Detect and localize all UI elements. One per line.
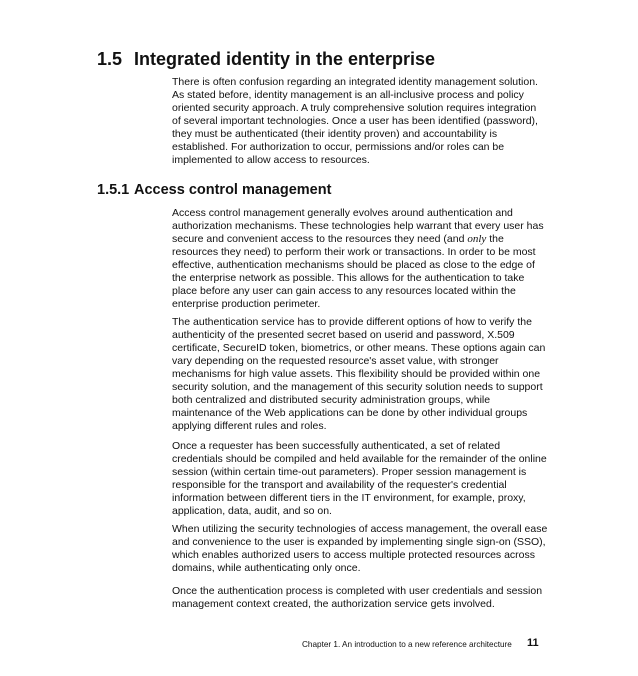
section-heading [97,48,577,70]
paragraph-line: authenticity of the presented secret based on userid and password, X.509 [172,329,515,341]
paragraph-line [172,233,572,246]
section-title: Integrated identity in the enterprise [134,49,436,69]
paragraph-line: which enables authorized users to access multiple protected resources across [172,549,536,561]
paragraph-line: resources they need) to perform their work or transactions. In order to be most [172,246,536,258]
subsection-heading [97,180,577,200]
paragraph-line: application, data, audit, and so on. [172,505,332,517]
footer-chapter-title: Chapter 1. An introduction to a new reference architecture [302,640,512,649]
paragraph-line: they must be authenticated (their identity proven) and accountability is [172,128,498,140]
paragraph-line: enterprise production perimeter. [172,298,321,310]
paragraph-line: certificate, SecureID token, biometrics, or other means. These options again can [172,342,546,354]
access-control-paragraph-1 [172,207,572,311]
paragraph-line: effective, authentication mechanisms should be placed as close to the edge of [172,259,535,271]
paragraph-line: both centralized and distributed security administration groups, while [172,394,491,406]
paragraph-line: session (within certain time-out parameters). Proper session management is [172,466,527,478]
paragraph-line: As stated before, identity management is an all-inclusive process and policy [172,89,524,101]
paragraph-line: There is often confusion regarding an integrated identity management solution. [172,76,538,88]
paragraph-line: Once the authentication process is completed with user credentials and session [172,585,543,597]
paragraph-line: vary depending on the requested resource's asset value, with stronger [172,355,499,367]
access-control-paragraph-3 [172,440,572,518]
access-control-paragraph-5 [172,585,572,611]
paragraph-line: established. For authorization to occur, permissions and/or roles can be [172,141,505,153]
section-number: 1.5 [97,49,123,69]
subsection-title: Access control management [134,182,332,198]
paragraph-line: mechanisms for high value assets. This flexibility should be provided within one [172,368,541,380]
paragraph-line: Once a requester has been successfully authenticated, a set of related [172,440,501,452]
footer-page-number: 11 [527,637,539,649]
paragraph-line: authorization mechanisms. These technologies help warrant that every user has [172,220,544,232]
line-text: secure and convenient access to the resources they need (and [172,233,468,245]
paragraph-line: applying different rules and roles. [172,420,327,432]
paragraph-line: domains, while authenticating only once. [172,562,361,574]
paragraph-line: maintenance of the Web applications can be done by other individual groups [172,407,528,419]
paragraph-line: place before any user can gain access to any resources located within the [172,285,516,297]
line-text: the [486,233,504,245]
paragraph-line: credentials should be compiled and held available for the remainder of the online [172,453,547,465]
subsection-number: 1.5.1 [97,182,130,198]
paragraph-line: oriented security approach. A truly comprehensive solution requires integration [172,102,537,114]
section-intro-paragraph [172,76,572,167]
access-control-paragraph-4 [172,523,572,575]
paragraph-line: The authentication service has to provide different options of how to verify the [172,316,532,328]
paragraph-line: implemented to allow access to resources. [172,154,370,166]
paragraph-line: When utilizing the security technologies of access management, the overall ease [172,523,548,535]
emphasis-text: only [467,233,487,245]
paragraph-line: Access control management generally evolves around authentication and [172,207,513,219]
paragraph-line: security solution, and the management of this security solution needs to support [172,381,543,393]
paragraph-line: the enterprise network as possible. This allows for the authentication to take [172,272,525,284]
paragraph-line: management context created, the authorization service gets involved. [172,598,495,610]
paragraph-line: and convenience to the user is expanded by implementing single sign-on (SSO), [172,536,546,548]
paragraph-line: responsible for the transport and availability of the requester's credential [172,479,507,491]
access-control-paragraph-2 [172,316,572,433]
paragraph-line: of several important technologies. Once a user has been identified (password), [172,115,538,127]
paragraph-line: information between different tiers in the IT environment, for example, proxy, [172,492,526,504]
